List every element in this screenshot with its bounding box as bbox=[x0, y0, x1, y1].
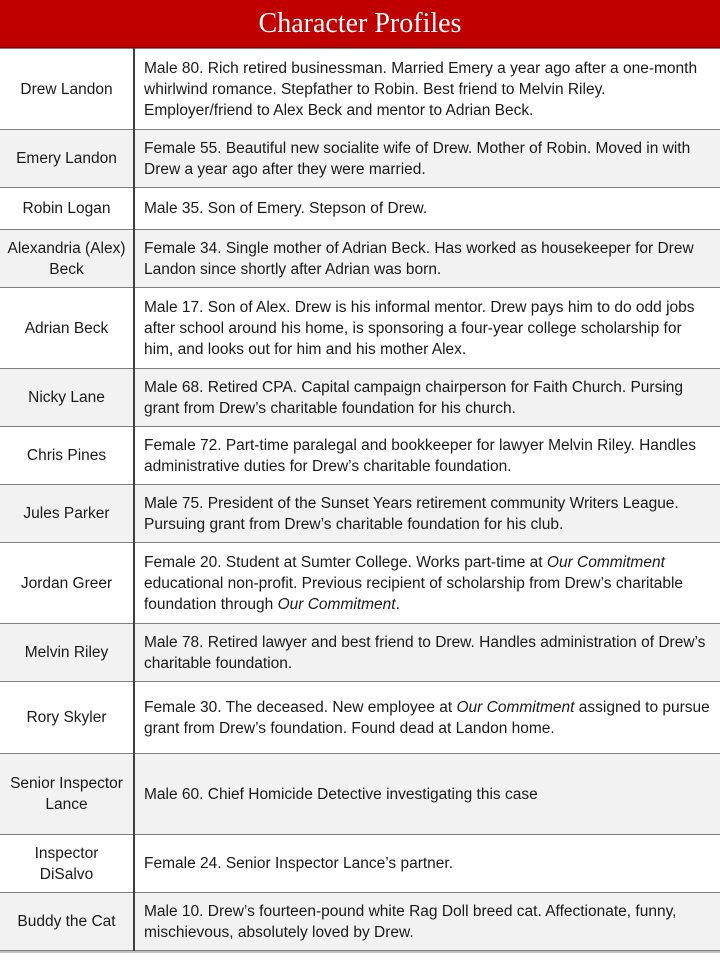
character-name: Emery Landon bbox=[0, 130, 134, 188]
org-name: Our Commitment bbox=[546, 553, 665, 571]
org-name: Our Commitment bbox=[456, 698, 575, 716]
character-name: Melvin Riley bbox=[0, 624, 134, 682]
description-text: Female 30. The deceased. New employee at bbox=[144, 698, 457, 716]
character-name: Robin Logan bbox=[0, 188, 134, 230]
character-name: Adrian Beck bbox=[0, 288, 134, 369]
table-row bbox=[0, 485, 720, 543]
character-name: Inspector DiSalvo bbox=[0, 835, 134, 893]
table-row bbox=[0, 230, 720, 288]
table-row bbox=[0, 427, 720, 485]
org-name: Our Commitment bbox=[277, 595, 396, 613]
character-description: Male 35. Son of Emery. Stepson of Drew. bbox=[134, 188, 720, 230]
table-row bbox=[0, 369, 720, 427]
character-description: Male 60. Chief Homicide Detective investigating this case bbox=[134, 754, 720, 835]
character-name: Buddy the Cat bbox=[0, 893, 134, 951]
table-row bbox=[0, 893, 720, 951]
character-description: Male 17. Son of Alex. Drew is his informal mentor. Drew pays him to do odd jobs after school around his home, is sponsoring a four-year college scholarship for him, and looks out for him and his mother Alex. bbox=[134, 288, 720, 369]
character-name: Rory Skyler bbox=[0, 682, 134, 754]
character-description: Female 24. Senior Inspector Lance’s partner. bbox=[134, 835, 720, 893]
table-row bbox=[0, 835, 720, 893]
description-text: assigned to pursue grant from Drew’s foundation. Found dead at Landon home. bbox=[144, 698, 710, 737]
character-name: Nicky Lane bbox=[0, 369, 134, 427]
character-name: Drew Landon bbox=[0, 49, 134, 130]
description-text: . bbox=[395, 595, 400, 613]
character-description: Male 80. Rich retired businessman. Married Emery a year ago after a one-month whirlwind romance. Stepfather to Robin. Best friend to Melvin Riley. Employer/friend to Alex Beck and mentor to Adrian Beck. bbox=[134, 49, 720, 130]
character-description: Male 68. Retired CPA. Capital campaign chairperson for Faith Church. Pursing grant from Drew’s charitable foundation for his church. bbox=[134, 369, 720, 427]
table-row bbox=[0, 130, 720, 188]
profiles-table bbox=[0, 48, 720, 951]
table-row bbox=[0, 543, 720, 624]
table-row bbox=[0, 288, 720, 369]
character-name: Senior Inspector Lance bbox=[0, 754, 134, 835]
character-description: Female 55. Beautiful new socialite wife of Drew. Mother of Robin. Moved in with Drew a year ago after they were married. bbox=[134, 130, 720, 188]
character-description: Female 34. Single mother of Adrian Beck. Has worked as housekeeper for Drew Landon since shortly after Adrian was born. bbox=[134, 230, 720, 288]
character-description: Male 78. Retired lawyer and best friend to Drew. Handles administration of Drew’s charitable foundation. bbox=[134, 624, 720, 682]
table-row bbox=[0, 624, 720, 682]
table-row bbox=[0, 49, 720, 130]
table-row bbox=[0, 754, 720, 835]
description-text: educational non-profit. Previous recipient of scholarship from Drew’s charitable foundation through bbox=[144, 574, 684, 613]
character-name: Alexandria (Alex) Beck bbox=[0, 230, 134, 288]
character-description: Male 75. President of the Sunset Years retirement community Writers League. Pursuing grant from Drew’s charitable foundation for his club. bbox=[134, 485, 720, 543]
table-row bbox=[0, 188, 720, 230]
page-title: Character Profiles bbox=[0, 0, 720, 48]
table-row bbox=[0, 682, 720, 754]
character-name: Chris Pines bbox=[0, 427, 134, 485]
description-text: Female 20. Student at Sumter College. Works part-time at bbox=[144, 553, 547, 571]
character-description bbox=[134, 682, 720, 754]
character-description bbox=[134, 543, 720, 624]
character-description: Male 10. Drew’s fourteen-pound white Rag Doll breed cat. Affectionate, funny, mischievous, absolutely loved by Drew. bbox=[134, 893, 720, 951]
character-name: Jules Parker bbox=[0, 485, 134, 543]
character-name: Jordan Greer bbox=[0, 543, 134, 624]
character-description: Female 72. Part-time paralegal and bookkeeper for lawyer Melvin Riley. Handles administrative duties for Drew’s charitable foundation. bbox=[134, 427, 720, 485]
